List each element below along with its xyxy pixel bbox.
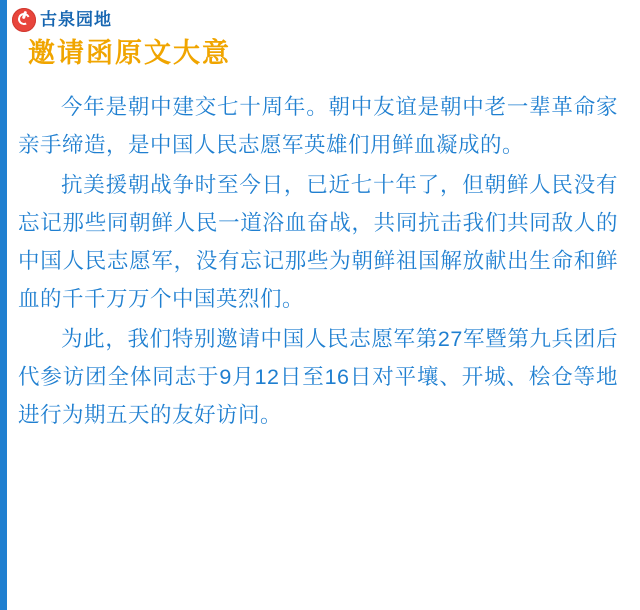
- logo-text: 古泉园地: [40, 10, 112, 29]
- paragraph: 今年是朝中建交七十周年。朝中友谊是朝中老一辈革命家亲手缔造，是中国人民志愿军英雄们用鲜血凝成的。: [18, 95, 618, 157]
- paragraph: 为此，我们特别邀请中国人民志愿军第27军暨第九兵团后代参访团全体同志于9月12日至16日对平壤、开城、桧仓等地进行为期五天的友好访问。: [18, 327, 618, 427]
- left-edge-stripe: [0, 0, 7, 610]
- document-body: [18, 88, 618, 436]
- right-edge-stripe: [635, 0, 640, 610]
- paragraph: 抗美援朝战争时至今日，已近七十年了，但朝鲜人民没有忘记那些同朝鲜人民一道浴血奋战，共同抗击我们共同敌人的中国人民志愿军，没有忘记那些为朝鲜祖国解放献出生命和鲜血的千千万万个中国英烈们。: [18, 173, 618, 311]
- site-logo: [12, 6, 112, 34]
- page-title: 邀请函原文大意: [28, 38, 231, 68]
- circle-swirl-logo-icon: [12, 8, 36, 32]
